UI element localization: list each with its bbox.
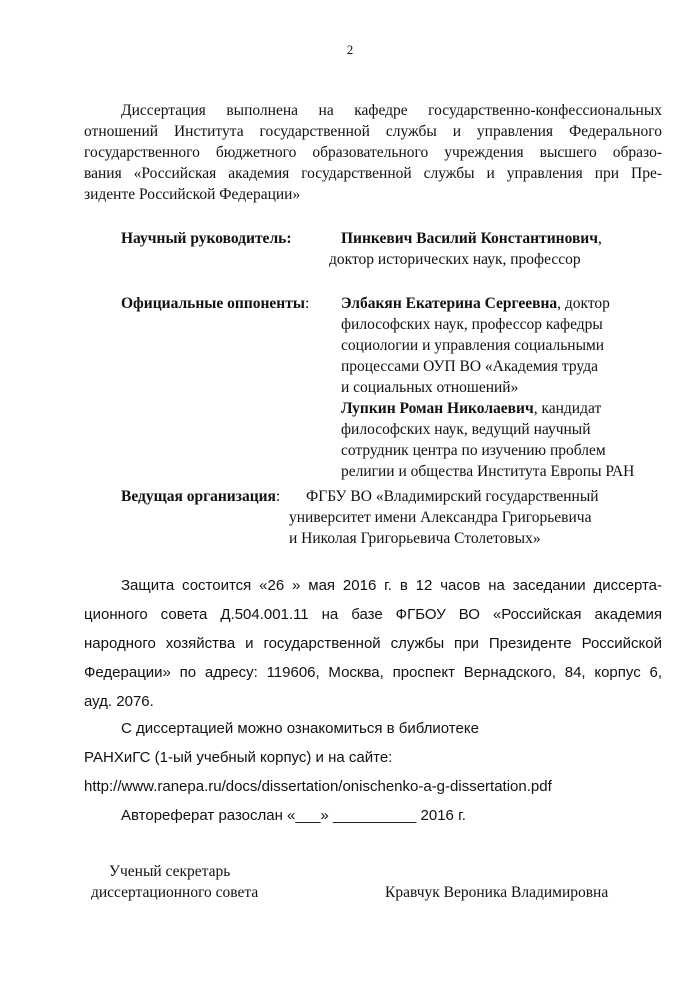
opponent-2-line-rest: , кандидат [533, 400, 602, 417]
intro-line: Диссертация выполнена на кафедре государственно-конфессиональных [121, 102, 662, 119]
defense-line: Федерации» по адресу: 119606, Москва, проспект Вернадского, 84, корпус 6, [84, 664, 662, 681]
supervisor-name-line [341, 228, 602, 249]
intro-line: зиденте Российской Федерации» [84, 186, 301, 203]
intro-line: вания «Российская академия государственной службы и управления при Пре- [84, 165, 662, 182]
defense-line: ционного совета Д.504.001.11 на базе ФГБОУ ВО «Российская академия [84, 606, 662, 623]
leading-org-line: университет имени Александра Григорьевича [289, 509, 592, 526]
defense-line: народного хозяйства и государственной службы при Президенте Российской [84, 635, 662, 652]
leading-org-line: и Николая Григорьевича Столетовых» [289, 530, 541, 547]
library-line: С диссертацией можно ознакомиться в библиотеке [121, 720, 479, 737]
opponent-2-name: Лупкин Роман Николаевич [341, 400, 534, 417]
opponent-1-detail: философских наук, профессор кафедры [341, 316, 603, 333]
intro-line: отношений Института государственной службы и управления Федерального [84, 123, 662, 140]
defense-paragraph [84, 571, 662, 716]
secretary-title-line: Ученый секретарь [109, 863, 231, 880]
opponent-2-detail: сотрудник центра по изучению проблем [341, 442, 606, 459]
supervisor-name: Пинкевич Василий Константинович [341, 230, 598, 247]
intro-line: государственного бюджетного образовательного учреждения высшего образо- [84, 144, 662, 161]
opponent-2-detail: религии и общества Института Европы РАН [341, 463, 635, 480]
leading-org-label-suffix: : [275, 488, 281, 505]
opponents-label-line [121, 293, 309, 314]
abstract-sent-line: Автореферат разослан «___» __________ 2016 г. [121, 807, 466, 824]
defense-line: Защита состоится «26 » мая 2016 г. в 12 часов на заседании диссерта- [121, 577, 662, 594]
opponent-1-name: Элбакян Екатерина Сергеевна [341, 295, 558, 312]
opponent-2-detail: философских наук, ведущий научный [341, 421, 591, 438]
opponent-1-detail: и социальных отношений» [341, 379, 519, 396]
page-number: 2 [346, 42, 354, 57]
opponent-1-detail: процессами ОУП ВО «Академия труда [341, 358, 598, 375]
supervisor-degree: доктор исторических наук, профессор [329, 251, 581, 268]
opponent-1-detail: социологии и управления социальными [341, 337, 605, 354]
library-line: РАНХиГС (1-ый учебный корпус) и на сайте: [84, 749, 393, 766]
supervisor-name-suffix: , [597, 230, 602, 247]
leading-org-line: ФГБУ ВО «Владимирский государственный [306, 488, 599, 505]
opponent-2-line [341, 398, 601, 419]
opponent-1-line-rest: , доктор [557, 295, 610, 312]
secretary-name: Кравчук Вероника Владимировна [385, 884, 609, 901]
secretary-title-line: диссертационного совета [91, 884, 259, 901]
leading-org-label-line [121, 486, 280, 507]
dissertation-link[interactable]: http://www.ranepa.ru/docs/dissertation/onischenko-a-g-dissertation.pdf [84, 778, 552, 795]
supervisor-label: Научный руководитель: [121, 230, 292, 247]
opponents-label-suffix: : [304, 295, 310, 312]
leading-org-label: Ведущая организация [121, 488, 276, 505]
opponent-1-line [341, 293, 610, 314]
defense-line: ауд. 2076. [84, 693, 154, 710]
opponents-label: Официальные оппоненты [121, 295, 305, 312]
intro-paragraph [84, 100, 662, 205]
